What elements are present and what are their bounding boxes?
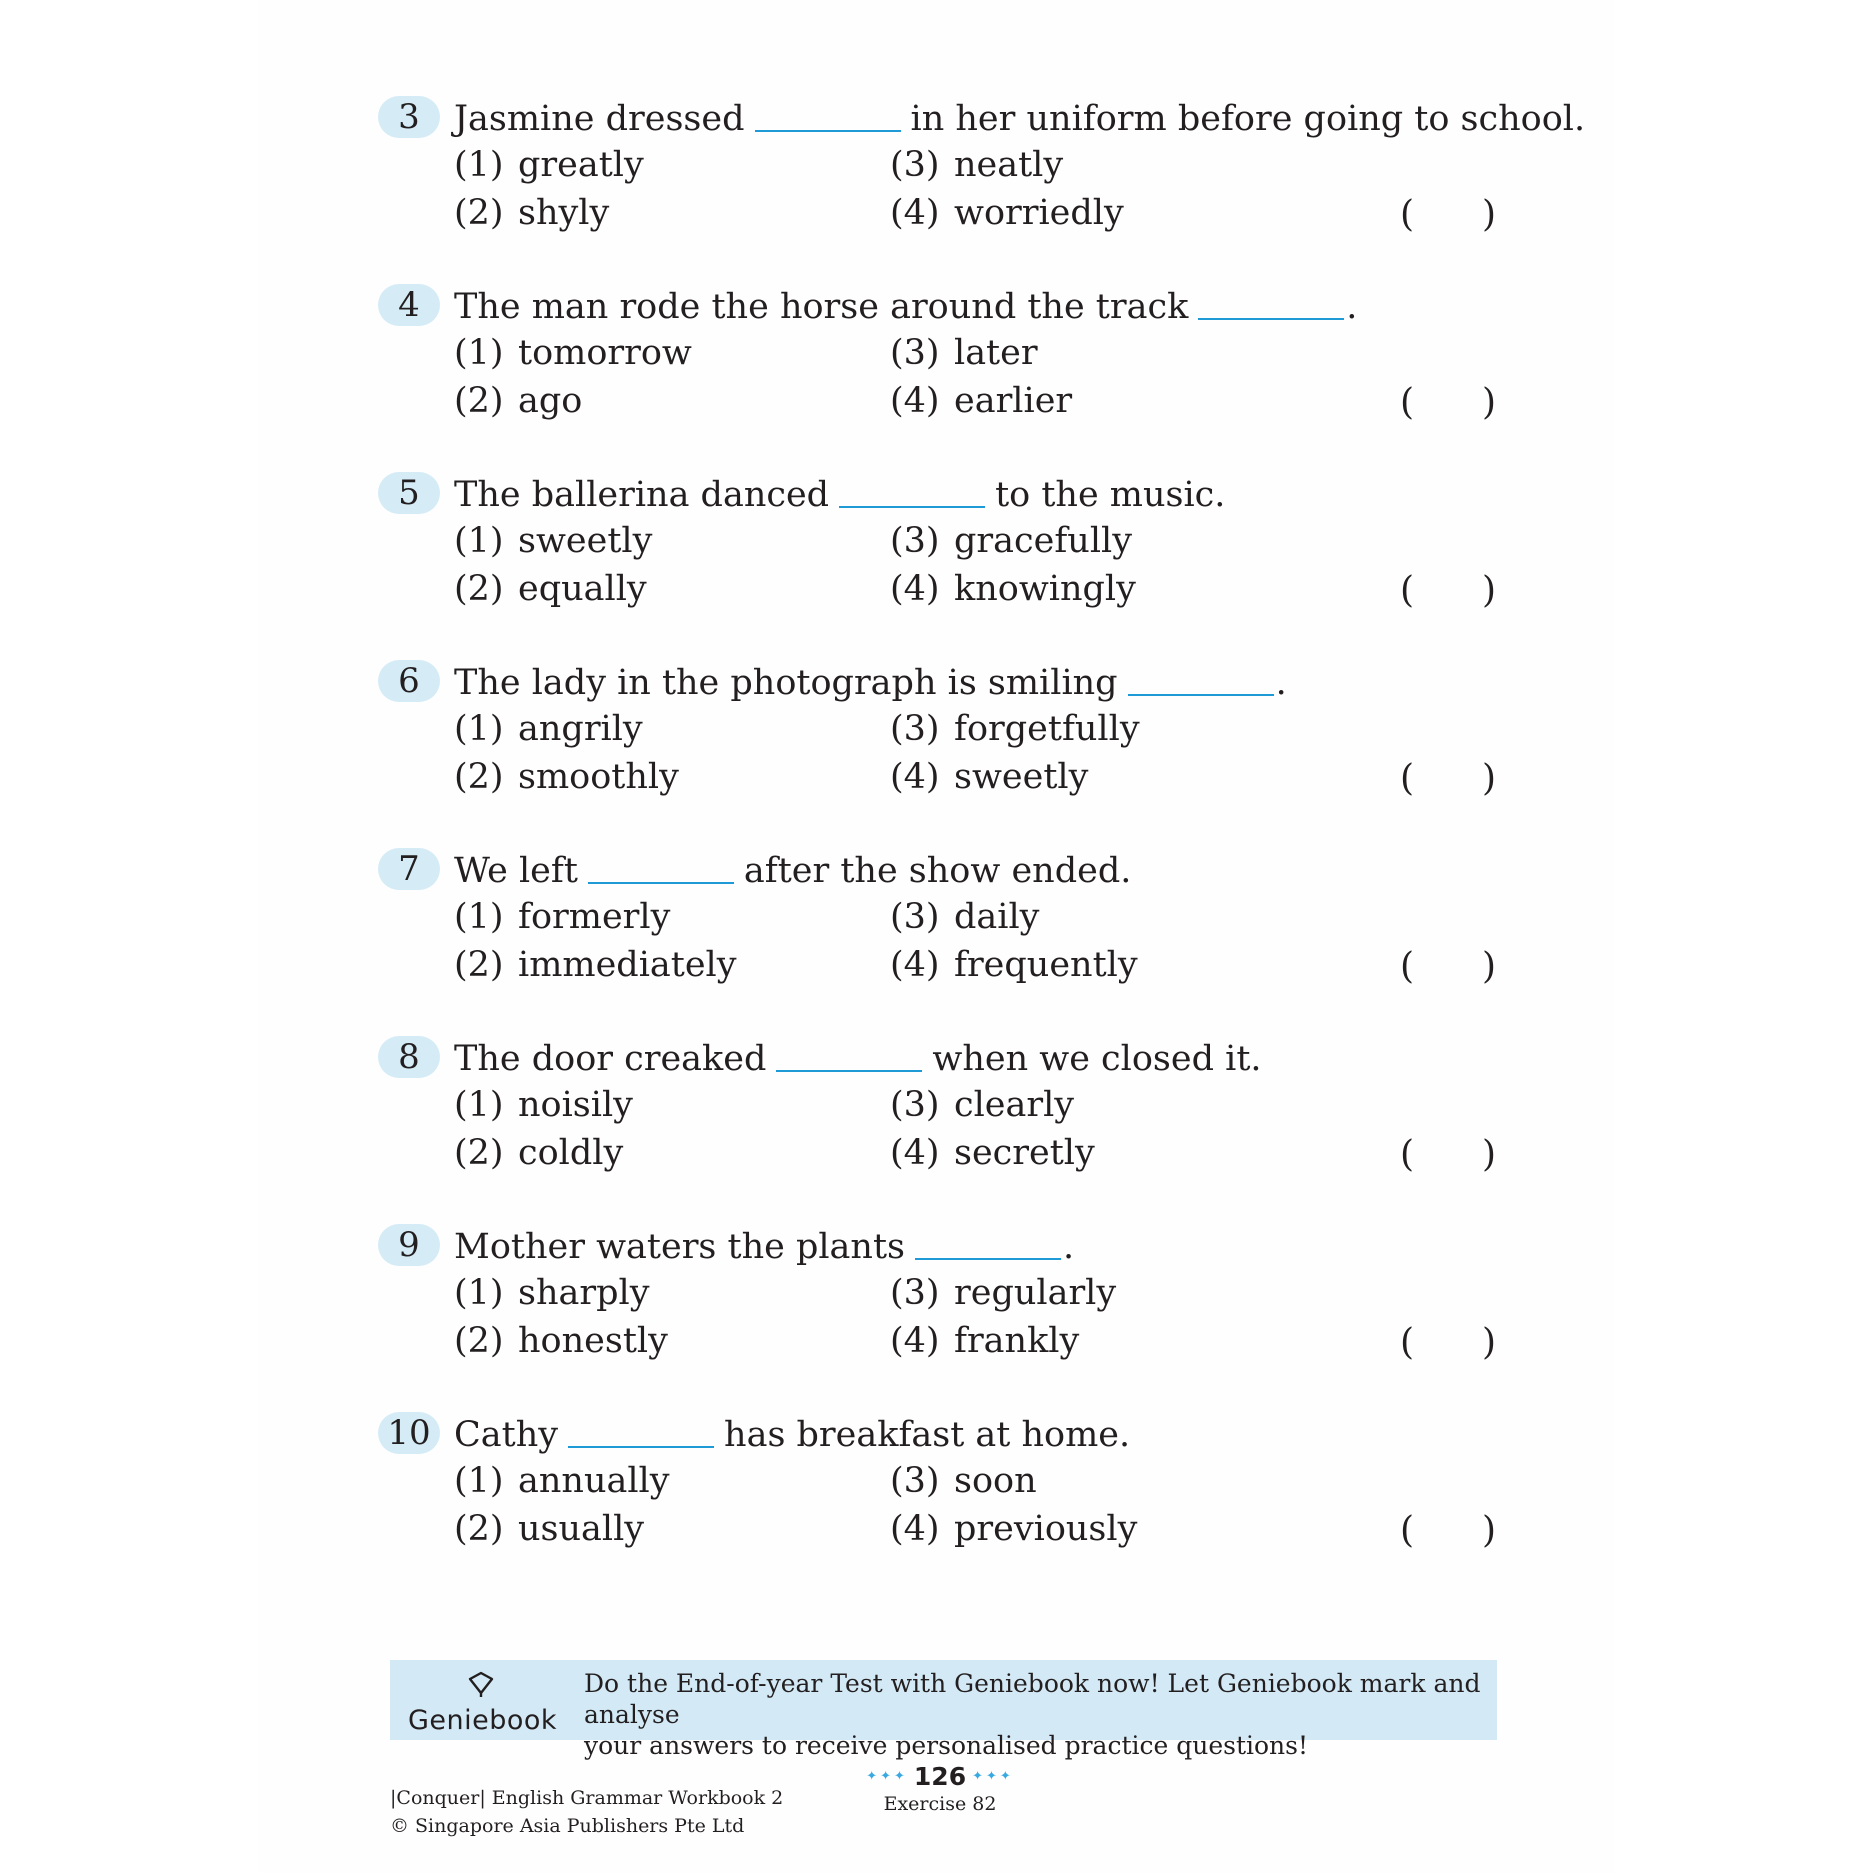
option-3 [890,706,1140,752]
open-paren: ( [1400,1322,1415,1363]
genie-lamp-icon [466,1670,496,1700]
stem-before-blank: Jasmine dressed [454,99,745,139]
option-3 [890,1458,1037,1504]
option-text: secretly [954,1133,1095,1173]
option-1 [454,706,643,752]
option-number: (1) [454,1461,504,1501]
banner-text [584,1668,1489,1761]
option-text: soon [954,1461,1037,1501]
option-number: (4) [890,945,940,985]
option-4 [890,566,1136,612]
star-decoration-icon: ✦✦✦ [866,1769,908,1784]
open-paren: ( [1400,758,1415,799]
question-stem [454,1224,1074,1270]
option-4 [890,1130,1095,1176]
option-4 [890,1318,1079,1364]
question-item [378,472,1498,660]
option-number: (3) [890,897,940,937]
open-paren: ( [1400,1134,1415,1175]
option-text: clearly [954,1085,1075,1125]
option-number: (2) [454,1133,504,1173]
open-paren: ( [1400,946,1415,987]
option-1 [454,330,692,376]
option-2 [454,1130,623,1176]
option-number: (2) [454,193,504,233]
question-stem [454,1036,1262,1082]
answer-blank [568,1446,714,1448]
stem-before-blank: Cathy [454,1415,559,1455]
option-number: (3) [890,1273,940,1313]
option-text: sweetly [954,757,1089,797]
question-stem [454,472,1225,518]
option-text: sweetly [518,521,653,561]
question-item [378,1224,1498,1412]
question-list [378,96,1586,1600]
option-number: (4) [890,1509,940,1549]
footer-credits [390,1784,783,1840]
page-number: 126 [913,1762,967,1791]
answer-blank [776,1070,922,1072]
option-text: earlier [954,381,1073,421]
option-3 [890,518,1132,564]
answer-blank [839,506,985,508]
option-text: honestly [518,1321,668,1361]
option-text: ago [518,381,583,421]
question-number-badge: 10 [378,1412,440,1454]
option-number: (1) [454,1273,504,1313]
option-number: (4) [890,193,940,233]
option-text: equally [518,569,647,609]
question-stem [454,1412,1130,1458]
answer-parentheses [1400,380,1496,426]
option-number: (2) [454,381,504,421]
option-text: forgetfully [954,709,1140,749]
option-number: (4) [890,381,940,421]
option-text: worriedly [954,193,1124,233]
option-2 [454,190,609,236]
option-number: (3) [890,333,940,373]
stem-before-blank: We left [454,851,578,891]
option-number: (1) [454,521,504,561]
option-text: annually [518,1461,670,1501]
option-text: sharply [518,1273,650,1313]
close-paren: ) [1481,758,1496,799]
option-1 [454,1458,670,1504]
answer-blank [755,130,901,132]
open-paren: ( [1400,1510,1415,1551]
answer-parentheses [1400,944,1496,990]
option-number: (1) [454,145,504,185]
answer-parentheses [1400,1132,1496,1178]
exercise-label: Exercise 82 [883,1793,997,1815]
option-text: frequently [954,945,1138,985]
stem-after-blank: . [1275,663,1287,703]
option-text: noisily [518,1085,633,1125]
option-number: (3) [890,521,940,561]
stem-after-blank: has breakfast at home. [724,1415,1131,1455]
answer-blank [1128,694,1274,696]
close-paren: ) [1481,1510,1496,1551]
stem-before-blank: Mother waters the plants [454,1227,905,1267]
copyright: © Singapore Asia Publishers Pte Ltd [390,1815,745,1837]
stem-after-blank: to the music. [995,475,1226,515]
page-number-row [860,1762,1020,1792]
option-3 [890,1082,1074,1128]
question-stem [454,284,1357,330]
option-1 [454,142,644,188]
question-stem [454,96,1585,142]
option-number: (1) [454,897,504,937]
stem-after-blank: . [1346,287,1358,327]
answer-parentheses [1400,192,1496,238]
question-item [378,1412,1498,1600]
option-text: immediately [518,945,737,985]
option-number: (3) [890,1461,940,1501]
close-paren: ) [1481,194,1496,235]
option-1 [454,518,652,564]
page-number-block [860,1762,1020,1816]
option-number: (2) [454,1509,504,1549]
question-stem [454,848,1131,894]
option-text: knowingly [954,569,1136,609]
option-3 [890,1270,1116,1316]
stem-before-blank: The lady in the photograph is smiling [454,663,1118,703]
close-paren: ) [1481,946,1496,987]
close-paren: ) [1481,570,1496,611]
geniebook-banner [390,1660,1497,1760]
question-number-badge: 9 [378,1224,440,1266]
stem-before-blank: The door creaked [454,1039,767,1079]
option-text: formerly [518,897,671,937]
option-text: regularly [954,1273,1117,1313]
option-3 [890,142,1063,188]
option-1 [454,1082,633,1128]
stem-after-blank: . [1062,1227,1075,1267]
answer-blank [915,1258,1061,1260]
option-3 [890,330,1038,376]
option-4 [890,190,1124,236]
banner-line-2: your answers to receive personalised practice questions! [584,1731,1309,1760]
option-text: previously [954,1509,1138,1549]
answer-parentheses [1400,1320,1496,1366]
question-item [378,96,1586,284]
option-number: (3) [890,1085,940,1125]
question-number-badge: 6 [378,660,440,702]
option-number: (2) [454,757,504,797]
option-number: (2) [454,1321,504,1361]
book-title: |Conquer| English Grammar Workbook 2 [390,1787,784,1809]
option-number: (1) [454,333,504,373]
question-item [378,1036,1498,1224]
stem-before-blank: The ballerina danced [454,475,830,515]
option-text: tomorrow [518,333,692,373]
answer-parentheses [1400,568,1496,614]
option-4 [890,942,1138,988]
option-2 [454,754,679,800]
stem-after-blank: after the show ended. [743,851,1132,891]
option-number: (3) [890,709,940,749]
option-number: (4) [890,757,940,797]
option-text: greatly [518,145,644,185]
option-number: (4) [890,1133,940,1173]
star-decoration-icon: ✦✦✦ [972,1769,1014,1784]
option-text: frankly [954,1321,1080,1361]
option-text: daily [954,897,1040,937]
option-4 [890,1506,1137,1552]
stem-before-blank: The man rode the horse around the track [454,287,1189,327]
option-number: (4) [890,569,940,609]
option-4 [890,754,1088,800]
question-item [378,284,1498,472]
geniebook-logo: Geniebook [407,1705,558,1736]
option-4 [890,378,1072,424]
option-text: smoothly [518,757,679,797]
option-text: usually [518,1509,645,1549]
answer-blank [588,882,734,884]
option-text: coldly [518,1133,624,1173]
option-2 [454,378,582,424]
option-text: gracefully [954,521,1132,561]
close-paren: ) [1481,382,1496,423]
option-number: (1) [454,1085,504,1125]
stem-after-blank: when we closed it. [932,1039,1262,1079]
open-paren: ( [1400,194,1415,235]
question-item [378,848,1498,1036]
option-3 [890,894,1039,940]
answer-blank [1198,318,1344,320]
option-text: later [954,333,1038,373]
option-2 [454,566,647,612]
answer-parentheses [1400,756,1496,802]
option-number: (4) [890,1321,940,1361]
option-number: (2) [454,569,504,609]
option-2 [454,1506,644,1552]
option-number: (1) [454,709,504,749]
option-2 [454,1318,668,1364]
option-text: angrily [518,709,643,749]
option-1 [454,1270,649,1316]
open-paren: ( [1400,570,1415,611]
question-number-badge: 5 [378,472,440,514]
question-number-badge: 8 [378,1036,440,1078]
answer-parentheses [1400,1508,1496,1554]
question-item [378,660,1498,848]
question-number-badge: 3 [378,96,440,138]
question-number-badge: 4 [378,284,440,326]
question-number-badge: 7 [378,848,440,890]
open-paren: ( [1400,382,1415,423]
option-number: (3) [890,145,940,185]
option-number: (2) [454,945,504,985]
banner-line-1: Do the End-of-year Test with Geniebook now! Let Geniebook mark and analyse [584,1669,1481,1729]
close-paren: ) [1481,1322,1496,1363]
option-2 [454,942,737,988]
stem-after-blank: in her uniform before going to school. [910,99,1586,139]
question-stem [454,660,1287,706]
close-paren: ) [1481,1134,1496,1175]
option-text: neatly [954,145,1064,185]
option-1 [454,894,670,940]
option-text: shyly [518,193,610,233]
